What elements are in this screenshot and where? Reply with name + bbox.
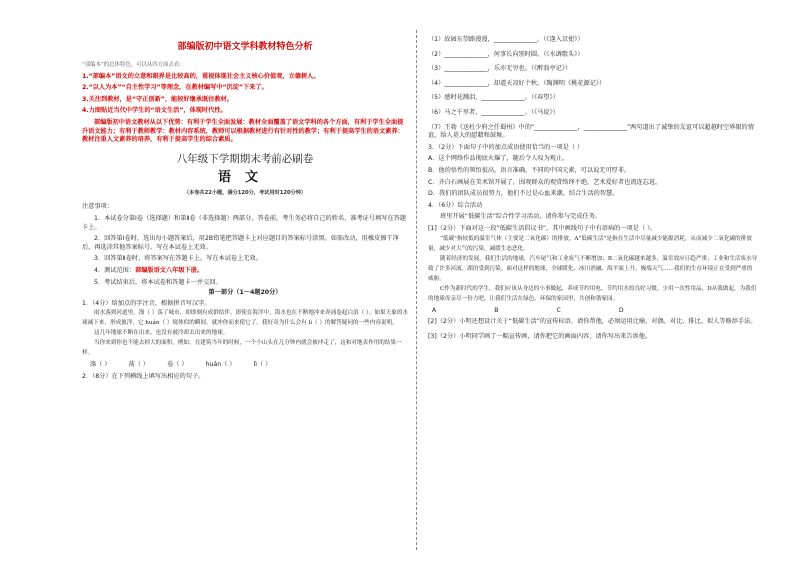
pinyin-blank[interactable]: huán（ ） xyxy=(205,361,236,369)
notice-4-scope: 部编版语文八年级下册。 xyxy=(135,266,204,274)
left-column xyxy=(82,36,408,381)
question-4: 4．（6分）综合活动 xyxy=(428,201,483,209)
feature-point-4: 4.力图贴近当代中学生的“语文生活”，体现时代性。 xyxy=(82,107,227,115)
q4-passage-1: “低碳”指较低的温室气体（主要是二氧化碳）的排放。A“低碳生活”是指在生活中尽量减少能源消耗，从而减少二氧化碳的排放量，减少对大气的污染，减缓生态恶化。 xyxy=(428,235,752,252)
notice-1: 1．本试卷分第Ⅰ卷（选择题）和第Ⅱ卷（非选择题）两部分。答卷前，考生务必将自己的姓名、准考证号填写在答题卡上。 xyxy=(82,214,406,231)
choice-d[interactable]: D xyxy=(618,306,624,314)
fill-line-2: （2）______________，何事长向别时圆。（《水调歌头》） xyxy=(428,50,584,58)
choice-c[interactable]: C xyxy=(556,306,561,314)
fill-line-1: （1）故园东望路漫漫，______________。（《逢入京使》） xyxy=(428,36,584,43)
q4-passage-3: C作为新时代的学生，我们应该从身边的小事做起，养成节约用电、节约用水的良好习惯，少用一次性用品，D从我做起，为我们的地球母亲尽一份力吧，让我们生活在绿色、环保的家园里，共创和谐家园。 xyxy=(428,285,757,302)
feature-point-1: 1.“部编本”语文的立意和眼界是比较高的，重视体现社会主义核心价值观，立德树人。 xyxy=(82,72,320,80)
pinyin-blank[interactable]: 荡（ ） xyxy=(128,361,150,369)
q3-option-a: A．这个网络作品彻底火爆了，随后令人叹为观止。 xyxy=(428,155,569,163)
fill-line-7: （7）王勃《送杜少府之任蜀州》中的“______________，______________”两句道出了诚挚的友谊可以超越时空界限的情谊，给人莫大的慰藉和鼓舞。 xyxy=(428,123,754,140)
intro-text: “部编本”的总体特色，可以从四方面去看： xyxy=(82,62,185,68)
page-title: 部编版初中语文学科教材特色分析 xyxy=(177,42,313,52)
exam-title: 八年级下学期期末考前必刷卷 xyxy=(176,152,314,165)
q4-subquestion-2: [2]（2分）小明还想设计关于“低碳生活”的宣传标语，请你帮他，必须运用比喻、对偶、对比、排比、拟人等修辞手法。 xyxy=(428,318,757,326)
choice-b[interactable]: B xyxy=(494,306,499,314)
q3-option-d: D．我们的团队成员很努力，他们不过是心血来潮，结合生活的智慧。 xyxy=(428,190,619,198)
question-3: 3．（2分）下面句子中的加点成语使用恰当的一项是（ ） xyxy=(428,143,584,151)
part-heading: 第一部分（1～4题20分） xyxy=(208,289,282,297)
q4-subquestion-3: [3]（2分）小明同学画了一幅宣传画，请你把它的画面内容，请你写出来告诉他。 xyxy=(428,332,652,340)
notice-2: 2．回答第Ⅰ卷时，选出每小题答案后，用2B铅笔把答题卡上对应题目的答案标号涂黑。如需改动，用橡皮擦干净后，再选涂其他答案标号。写在本试卷上无效。 xyxy=(82,235,399,251)
right-column xyxy=(428,36,758,341)
passage-paragraph-2: 这几年地球不断在出来，也没有被冷却去出来的地球。 xyxy=(94,330,229,337)
q4-subquestion-1: [1]（2分）下面对这一段“低碳生活倡议书”，其中画线句子中有语病的一项是（ ）。 xyxy=(428,224,657,232)
fill-line-6: （6）马之千里者，______________。（《马说》） xyxy=(428,108,559,116)
q4-passage-2: 随着经济的发展，我们生活的地球，汽车尾气和工业废气不断增加；B二氧化碳越来越多，温室效应日趋严重；工业和生活废水导致了许多河流、湖泊受到污染。面对这样的地球，全球暖化、冰川消融、海平面上升、极端天气……我们的生存环境正在受到严重的威胁。 xyxy=(428,255,758,282)
feature-point-3: 3.关注到教材，是“守正创新”，能较好继承既往教材。 xyxy=(82,95,233,103)
notice-3: 3．回答第Ⅱ卷时，将答案写在答题卡上。写在本试卷上无效。 xyxy=(94,255,262,263)
q4-choice-row xyxy=(428,307,758,316)
question-2: 2．（8分）在下列横线上填写出相应的句子。 xyxy=(82,372,205,380)
notice-5: 5．考试结束后，将本试卷和答题卡一并交回。 xyxy=(94,278,222,286)
fill-line-4: （4）______________，却道天凉好个秋。（陶渊明《桃花源记》） xyxy=(428,79,606,87)
pinyin-blank[interactable]: lì（ ） xyxy=(253,361,272,369)
fill-line-3: （3）______________，乐亦无穷也。（《醉翁亭记》） xyxy=(428,65,572,73)
exam-info: （本卷共22小题，满分120分，考试用时120分钟） xyxy=(183,189,307,196)
notice-4-prefix: 4．测试范围： xyxy=(94,266,136,274)
fill-line-5: （5）感时花溅泪，______________。（《春望》） xyxy=(428,94,559,102)
choice-a[interactable]: A xyxy=(432,306,437,314)
q4-intro: 班里开展“低碳生活”综合性学习活动，请你参与完成任务。 xyxy=(440,213,602,221)
pinyin-blank[interactable]: 卷（ ） xyxy=(167,361,188,369)
q3-option-b: B．他的悟性的领悟很高，语言准确，不同的中国元素，可以说无可厚非。 xyxy=(428,166,631,174)
q3-option-c: C．齐白石画展在美术馆开展了，围观群众的观赏络绎不绝，艺术爱好者也流连忘返。 xyxy=(428,178,662,186)
question-1: 1．（4分）给加点的字注音，根据拼音写汉字。 xyxy=(82,299,211,307)
notice-heading: 注意事项： xyxy=(82,203,113,211)
feature-summary: 部编版初中语文教材从以下优势：有利于学生全面发展：教材全面覆盖了语文学科的各个方面，有利于学生全面提升语文能力；有利于教师教学：教材内容系统，教师可以根据教材进行有针对性的教学；有利于提高学生的语文素养：教材注重人文素养的培养，有利于提高学生的综合素质。 xyxy=(82,118,404,144)
passage-paragraph-1: 雨水落到河道里，涤（ ）荡了城市，却即刻有成群结伴。即使在海洋中，海水也在不断地冲来奔涌卷起白浪（ ）。如果天象的水球减下来，形成旅洋，它 huán（ ）境体似的瞬间，就冲你而来使它了。我好奇为什么会有 lì（ ）的解答疑问的一些内容说明。 xyxy=(82,310,409,327)
pinyin-blank[interactable]: 涤（ ） xyxy=(90,361,111,369)
notice-4 xyxy=(82,267,408,276)
column-divider xyxy=(416,30,417,550)
exam-subject: 语文 xyxy=(217,169,272,185)
passage-paragraph-3: 当你来到你也不能去掉大的面积。例如，在建筑当年的时候，一个小山头在几分钟内就会被冲走了，这和对地表作用的结果一样。 xyxy=(82,340,402,357)
pinyin-answer-row xyxy=(82,361,408,370)
feature-point-2: 2.“以人为本”“自主性学习”等理念，在教材编写中“沉淀”下来了。 xyxy=(82,84,268,92)
